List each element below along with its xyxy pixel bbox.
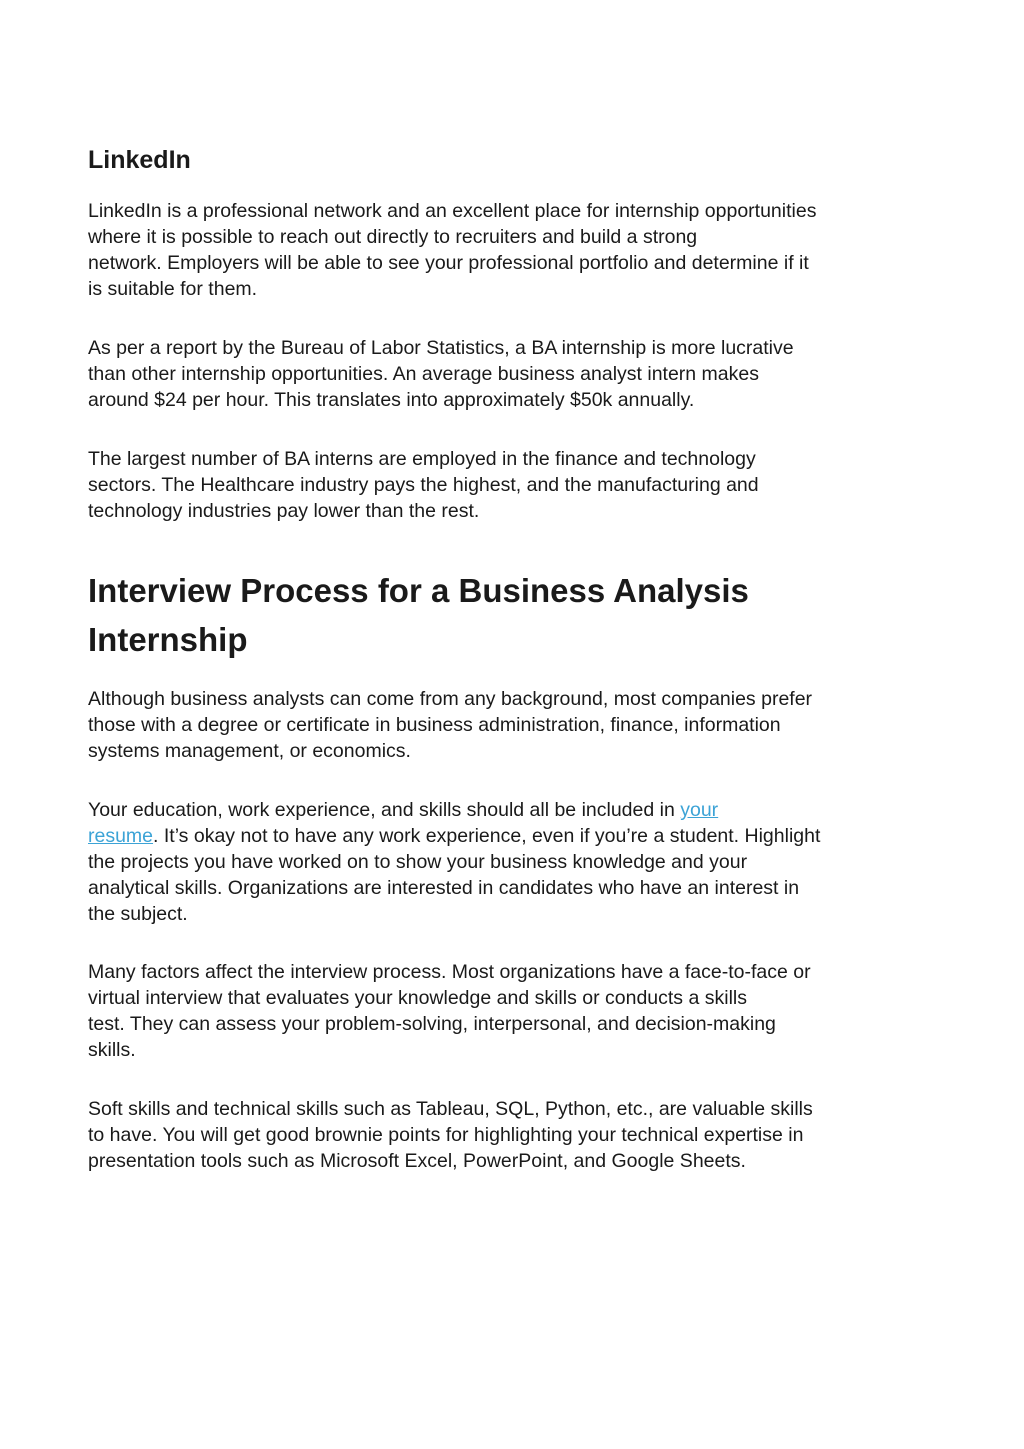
text-line: LinkedIn is a professional network and an excellent place for internship opportunities [88,200,817,222]
text-line: presentation tools such as Microsoft Excel, PowerPoint, and Google Sheets. [88,1150,746,1172]
text-line: technology industries pay lower than the rest. [88,500,480,522]
text-line: network. Employers will be able to see your professional portfolio and determine if it [88,252,809,274]
text-line: the projects you have worked on to show your business knowledge and your [88,851,748,873]
interview-paragraph-4 [88,1096,813,1174]
text-line: analytical skills. Organizations are interested in candidates who have an interest in [88,877,800,899]
text-line: Although business analysts can come from any background, most companies prefer [88,688,813,710]
text-line [88,823,820,849]
heading-line: Interview Process for a Business Analysis [88,572,749,609]
linkedin-heading: LinkedIn [88,146,191,174]
linkedin-paragraph-1 [88,198,816,302]
interview-paragraph-2 [88,797,820,927]
resume-link[interactable]: your [680,799,719,821]
text-line: Many factors affect the interview process. Most organizations have a face-to-face or [88,961,811,983]
text-span: . It’s okay not to have any work experience, even if you’re a student. Highlight [153,825,821,847]
text-line: the subject. [88,903,188,925]
text-line: where it is possible to reach out directly to recruiters and build a strong [88,226,698,248]
text-line: is suitable for them. [88,278,258,300]
interview-heading [88,566,848,664]
linkedin-paragraph-3 [88,446,759,524]
text-line: Soft skills and technical skills such as Tableau, SQL, Python, etc., are valuable skills [88,1098,813,1120]
text-line: test. They can assess your problem-solving, interpersonal, and decision-making [88,1013,776,1035]
text-line: to have. You will get good brownie points for highlighting your technical expertise in [88,1124,804,1146]
heading-line: Internship [88,621,248,658]
linkedin-paragraph-2 [88,335,794,413]
text-line: systems management, or economics. [88,740,411,762]
text-line: sectors. The Healthcare industry pays the highest, and the manufacturing and [88,474,759,496]
text-line [88,797,820,823]
text-line: skills. [88,1039,136,1061]
text-line: virtual interview that evaluates your knowledge and skills or conducts a skills [88,987,747,1009]
text-line: As per a report by the Bureau of Labor Statistics, a BA internship is more lucrative [88,337,794,359]
interview-paragraph-1 [88,686,812,764]
text-line: than other internship opportunities. An average business analyst intern makes [88,363,759,385]
resume-link[interactable]: resume [88,825,154,847]
text-line: The largest number of BA interns are employed in the finance and technology [88,448,756,470]
interview-paragraph-3 [88,959,811,1063]
text-line: those with a degree or certificate in business administration, finance, information [88,714,781,736]
text-line: around $24 per hour. This translates into approximately $50k annually. [88,389,695,411]
text-span: Your education, work experience, and skills should all be included in [88,799,681,821]
